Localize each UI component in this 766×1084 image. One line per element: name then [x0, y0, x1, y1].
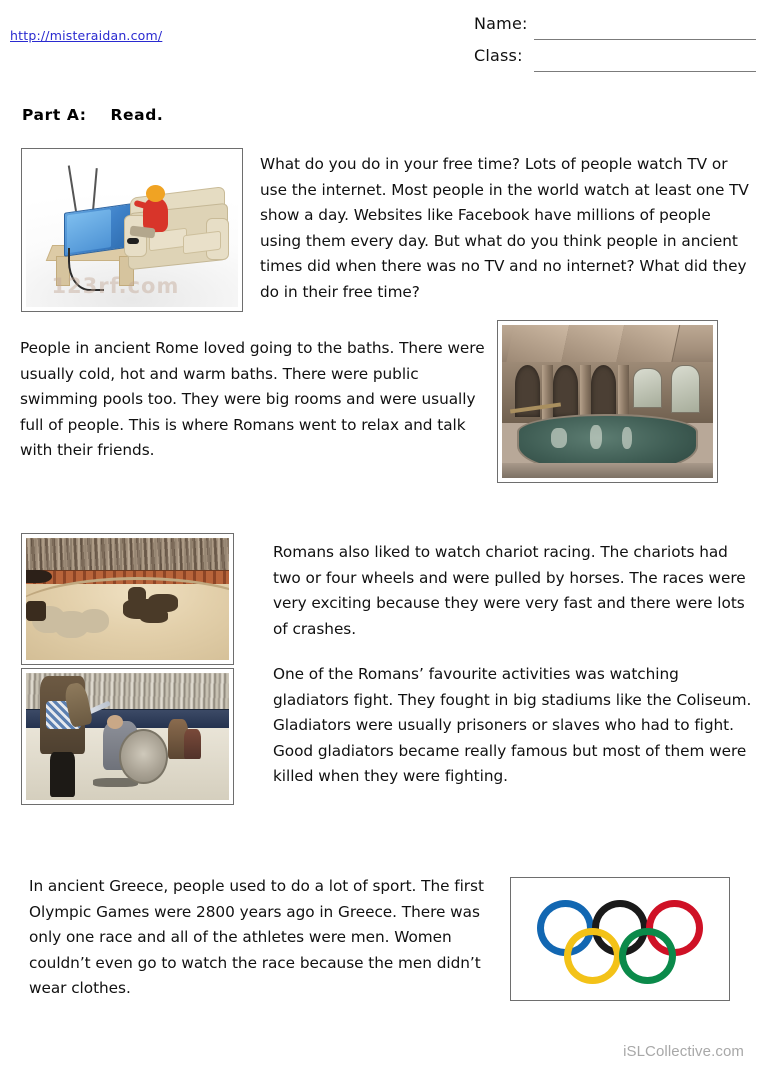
- site-url-link[interactable]: http://misteraidan.com/: [10, 28, 163, 43]
- paragraph-gladiators: One of the Romans’ favourite activities was watching gladiators fight. They fought in big stadiums like the Coliseum. Gladiators were usually prisoners or slaves who had to fight. Good gladiators became really famous but most of them were killed when they were fighting.: [273, 665, 752, 785]
- footer-credit: iSLCollective.com: [623, 1043, 744, 1060]
- class-input-line[interactable]: [534, 71, 756, 72]
- baths-column-1: [542, 365, 553, 423]
- baths-arch-2: [553, 365, 578, 417]
- roman-baths-image-frame: [497, 320, 718, 483]
- gladiator-image-frame: [21, 668, 234, 805]
- chariot-horse-b2: [140, 609, 168, 624]
- name-label: Name:: [474, 14, 528, 33]
- class-label: Class:: [474, 46, 523, 65]
- figure-head: [146, 185, 165, 202]
- baths-window-1: [633, 368, 662, 408]
- chariot-racing-image: [26, 538, 229, 660]
- chariot-crowd-overlay: [26, 538, 229, 572]
- gladiator-shield: [119, 729, 168, 784]
- gladiator-background-figure-2: [184, 729, 200, 759]
- chariot-cart-a: [26, 601, 46, 621]
- roman-baths-image: [502, 325, 713, 478]
- baths-arch-3: [591, 365, 616, 417]
- paragraph-intro: What do you do in your free time? Lots of people watch TV or use the internet. Most people in the world watch at least one TV show a day. Websites like Facebook have millions of people using them every day. But what do you think people in ancient times did when there was no TV and no internet? What did they do in their free time?: [260, 155, 749, 301]
- olympic-rings-image: [511, 878, 729, 1000]
- chariot-horse-a3: [79, 609, 109, 633]
- baths-vault-2: [561, 325, 625, 365]
- paragraph-chariots: Romans also liked to watch chariot racing. The chariots had two or four wheels and were pulled by horses. The races were very exciting because they were very fast and there were lots of crashes.: [273, 543, 746, 638]
- tv-image: [26, 153, 238, 307]
- figure-shoe: [127, 238, 140, 244]
- part-a-heading: Part A: Read.: [22, 106, 164, 124]
- baths-vault-3: [616, 325, 680, 365]
- baths-reflection-2: [590, 425, 602, 449]
- tv-screen: [67, 210, 111, 254]
- tv-image-frame: [21, 148, 243, 312]
- gladiator-foreground-leg: [50, 752, 74, 798]
- chariot-image-frame: [21, 533, 234, 665]
- paragraph-baths: People in ancient Rome loved going to the baths. There were usually cold, hot and warm baths. There were public swimming pools too. They were big rooms and were usually full of people. This is where Romans went to relax and talk with their friends.: [20, 339, 485, 459]
- baths-pool-edge: [502, 463, 713, 478]
- student-info-block: [474, 14, 756, 78]
- paragraph-greece: In ancient Greece, people used to do a lot of sport. The first Olympic Games were 2800 years ago in Greece. There was only one race and all of the athletes were men. Women couldn’t even go to watch the race because the men didn’t wear clothes.: [29, 877, 484, 997]
- olympic-rings-image-frame: [510, 877, 730, 1001]
- baths-window-2: [671, 365, 700, 413]
- image-watermark: 123rf.com: [51, 273, 180, 298]
- yellow-ring-icon: [564, 928, 621, 984]
- name-input-line[interactable]: [534, 39, 756, 40]
- baths-reflection-1: [551, 428, 567, 448]
- class-field-row: [474, 46, 756, 78]
- baths-reflection-3: [622, 427, 633, 449]
- gladiator-image: [26, 673, 229, 800]
- name-field-row: [474, 14, 756, 46]
- green-ring-icon: [619, 928, 676, 984]
